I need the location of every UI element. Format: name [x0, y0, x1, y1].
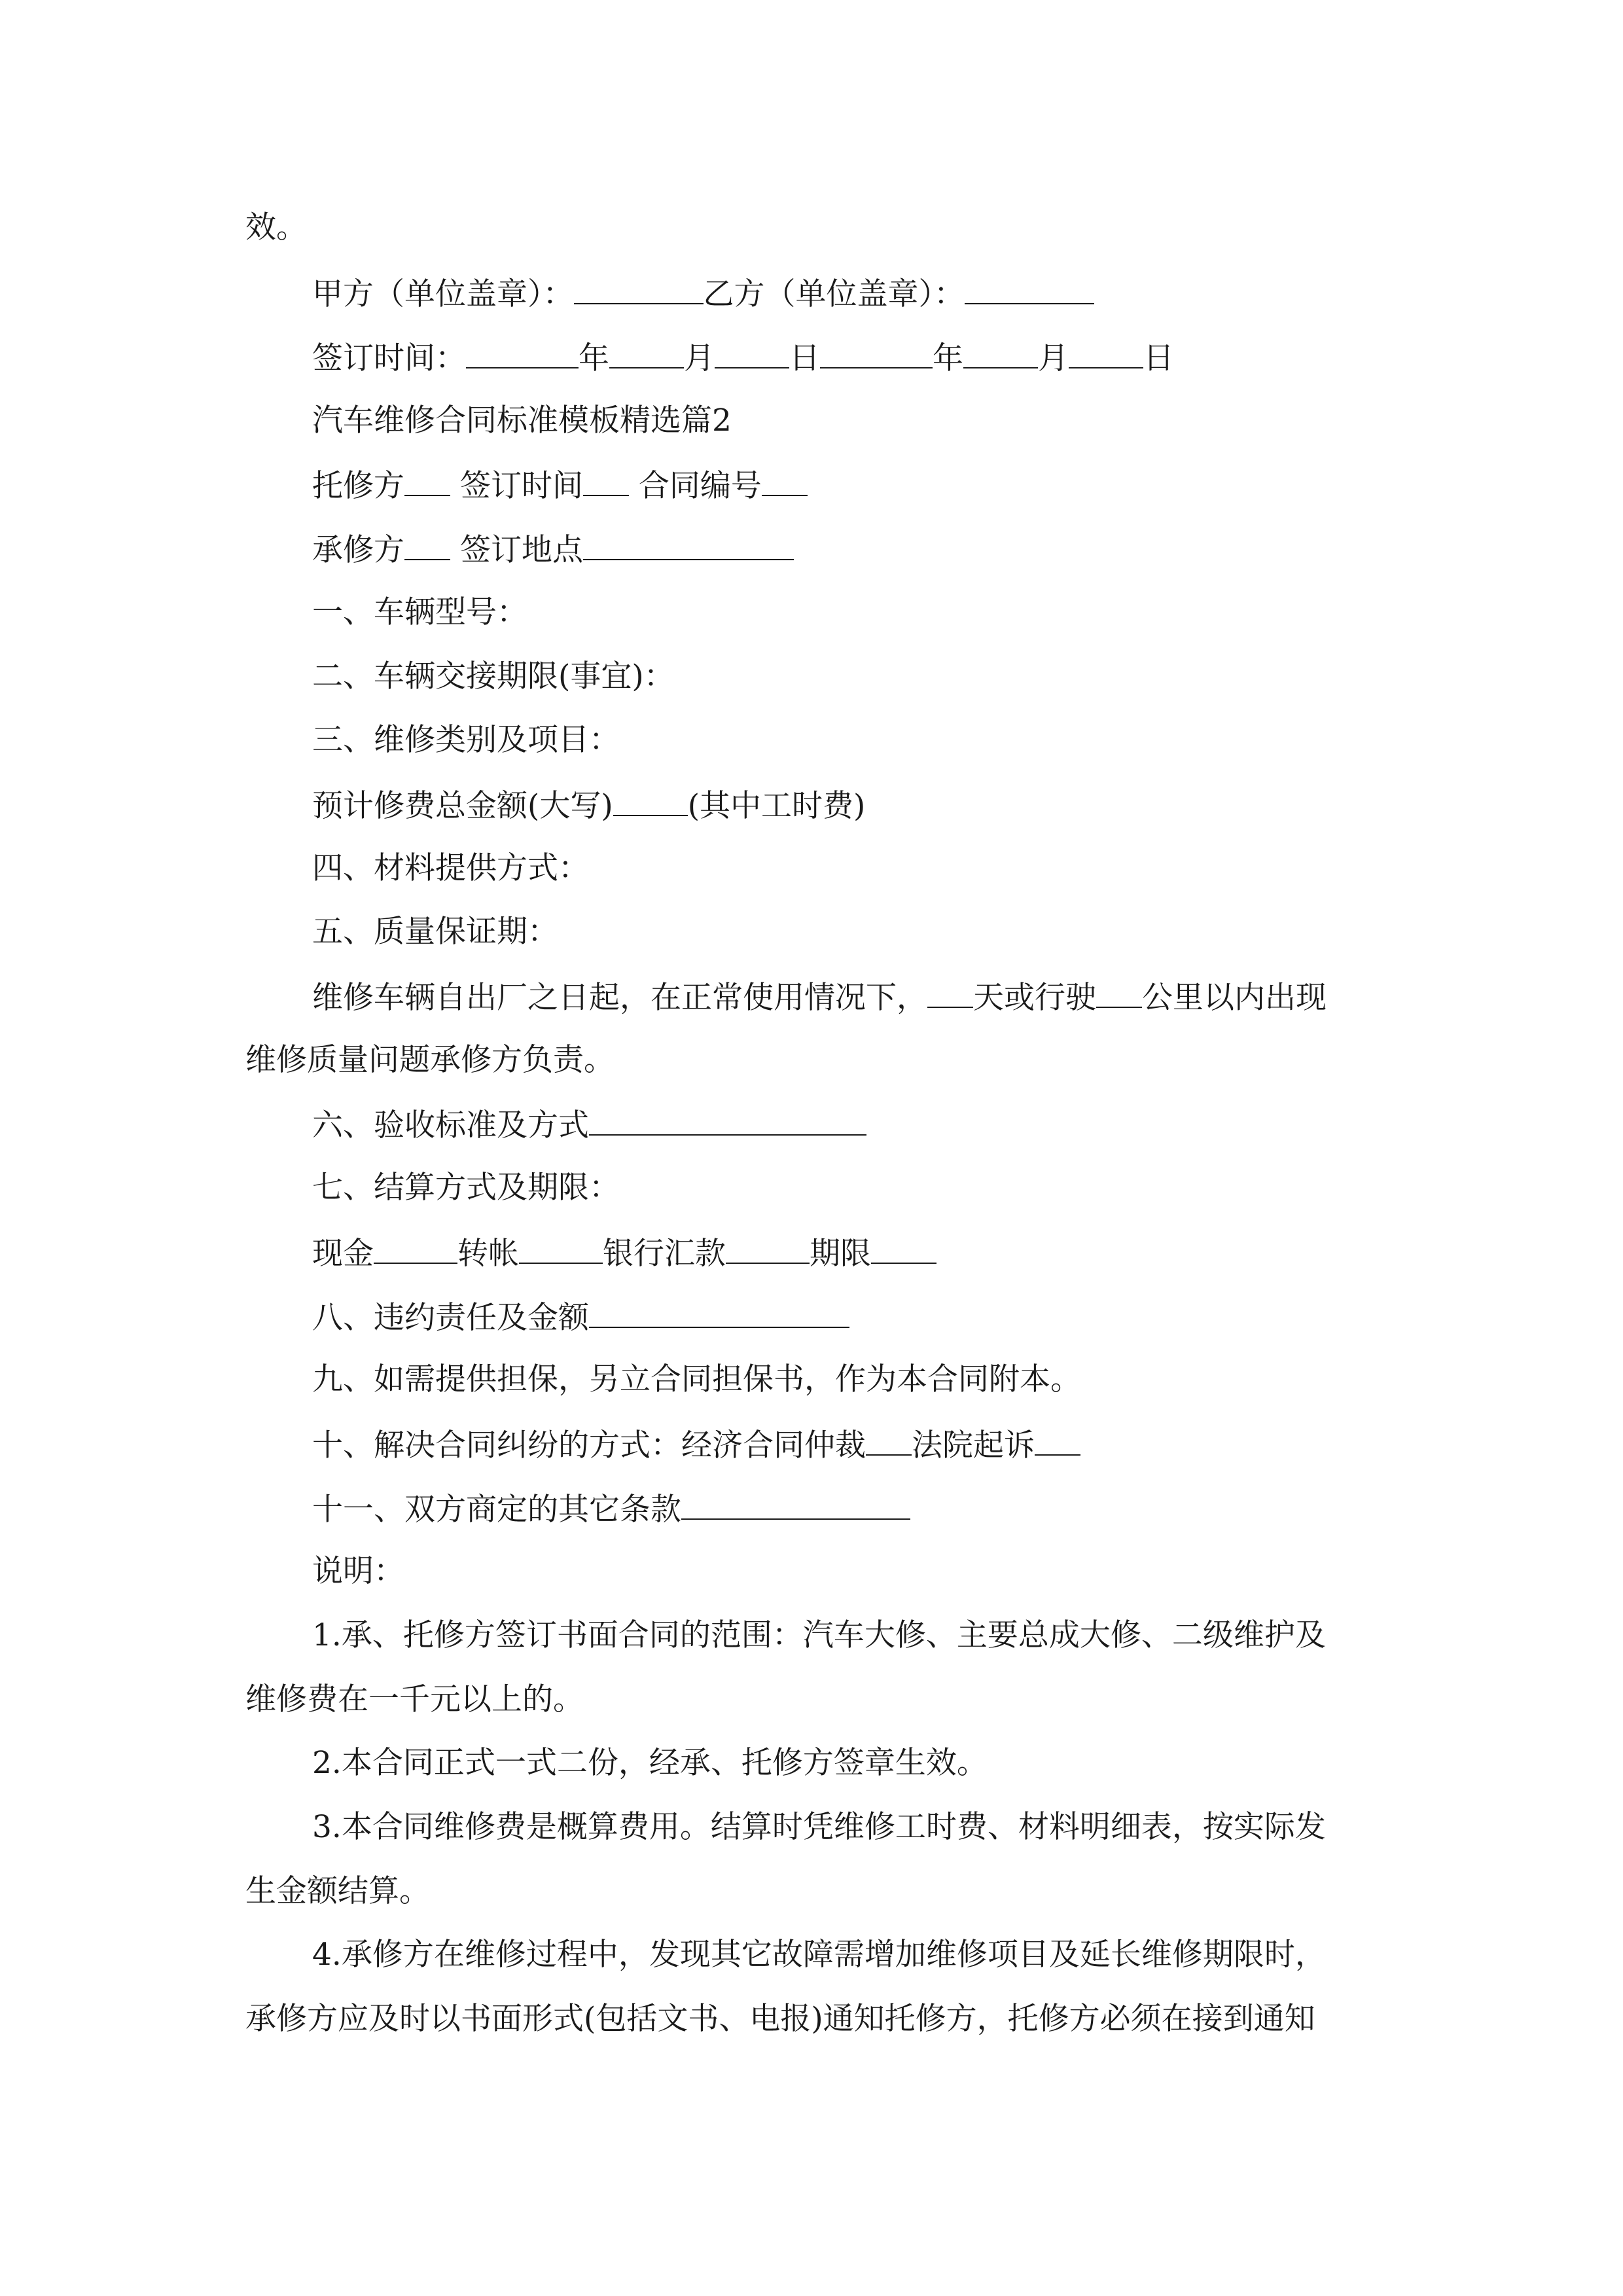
text-line: 五、质量保证期：: [312, 914, 558, 950]
blank-field: [574, 273, 704, 304]
text-line: 十、解决合同纠纷的方式：经济合同仲裁 法院起诉: [312, 1424, 1080, 1465]
blank-field: [466, 337, 579, 368]
text-line: 生金额结算。: [245, 1873, 430, 1909]
blank-field: [589, 1104, 866, 1136]
blank-field: [374, 1232, 457, 1264]
text-line: 承修方应及时以书面形式(包括文书、电报)通知托修方，托修方必须在接到通知: [245, 2001, 1315, 2037]
section-title: 汽车维修合同标准模板精选篇2: [312, 403, 732, 439]
blank-field: [589, 1297, 849, 1328]
text-line: 六、验收标准及方式: [312, 1104, 866, 1145]
text-line: 维修车辆自出厂之日起，在正常使用情况下， 天或行驶 公里以内出现: [312, 977, 1327, 1018]
blank-field: [1035, 1424, 1080, 1456]
blank-field: [609, 337, 684, 368]
blank-field: [715, 337, 789, 368]
signature-line: 甲方（单位盖章）： 乙方（单位盖章）：: [312, 273, 1094, 314]
text-line: 1.承、托修方签订书面合同的范围：汽车大修、主要总成大修、二级维护及: [312, 1617, 1326, 1653]
blank-field: [1069, 337, 1143, 368]
text-line: 维修费在一千元以上的。: [245, 1681, 584, 1717]
text-line: 4.承修方在维修过程中，发现其它故障需增加维修项目及延长维修期限时，: [312, 1937, 1326, 1973]
text-line: 说明：: [312, 1553, 404, 1589]
blank-field: [762, 465, 808, 496]
text-line: 效。: [245, 209, 307, 245]
blank-field: [519, 1232, 603, 1264]
text-line: 一、车辆型号：: [312, 594, 527, 630]
text-line: 维修质量问题承修方负责。: [245, 1042, 615, 1078]
text-line: 托修方 签订时间 合同编号: [312, 465, 808, 506]
blank-field: [583, 465, 629, 496]
text-line: 2.本合同正式一式二份，经承、托修方签章生效。: [312, 1745, 988, 1781]
blank-field: [613, 785, 688, 816]
blank-field: [871, 1232, 936, 1264]
text-line: 承修方 签订地点: [312, 529, 794, 570]
text-line: 四、材料提供方式：: [312, 850, 589, 886]
text-line: 八、违约责任及金额: [312, 1297, 849, 1338]
blank-field: [866, 1424, 912, 1456]
text-line: 现金 转帐 银行汇款 期限: [312, 1232, 936, 1274]
blank-field: [404, 529, 450, 560]
blank-field: [927, 977, 973, 1008]
blank-field: [726, 1232, 810, 1264]
text-line: 九、如需提供担保，另立合同担保书，作为本合同附本。: [312, 1361, 1081, 1397]
text-line: 预计修费总金额(大写) (其中工时费): [312, 785, 865, 826]
blank-field: [963, 337, 1038, 368]
blank-field: [404, 465, 450, 496]
text-line: 3.本合同维修费是概算费用。结算时凭维修工时费、材料明细表，按实际发: [312, 1809, 1326, 1845]
text-line: 七、结算方式及期限：: [312, 1170, 620, 1206]
text-line: 二、车辆交接期限(事宜)：: [312, 658, 675, 694]
text-line: 三、维修类别及项目：: [312, 722, 620, 758]
date-line: 签订时间： 年 月 日 年 月 日: [312, 337, 1174, 378]
blank-field: [820, 337, 933, 368]
blank-field: [681, 1488, 910, 1520]
blank-field: [965, 273, 1094, 304]
text-line: 十一、双方商定的其它条款: [312, 1488, 910, 1530]
blank-field: [583, 529, 794, 560]
blank-field: [1096, 977, 1142, 1008]
